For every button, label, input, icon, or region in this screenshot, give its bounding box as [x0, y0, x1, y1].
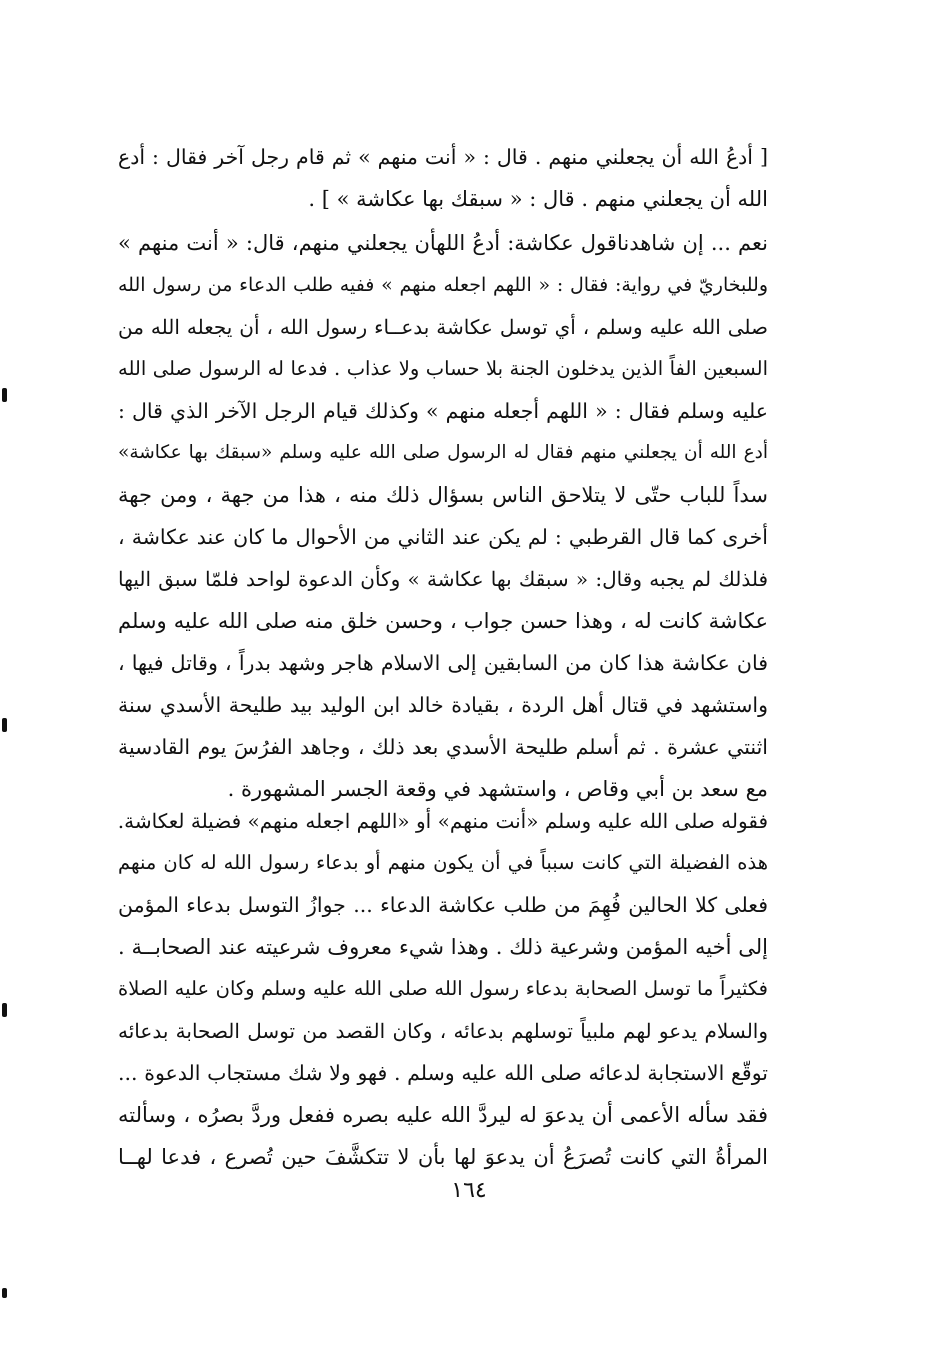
text-line: صلى الله عليه وسلم ، أي توسل عكاشة بدعــاء رسول الله ، أن يجعله الله من [118, 315, 768, 339]
text-line: المرأةُ التي كانت تُصرَعُ أن يدعوَ لها بأن لا تتكشَّفَ حين تُصرع ، فدعا لهــا [118, 1145, 768, 1169]
text-line: عليه وسلم فقال : « اللهم أجعله منهم » وكذلك قيام الرجل الآخر الذي قال : [118, 399, 768, 423]
text-line: اثنتي عشرة . ثم أسلم طليحة الأسدي بعد ذلك ، وجاهد الفرُسَ يوم القادسية [118, 735, 768, 759]
text-line: واستشهد في قتال أهل الردة ، بقيادة خالد ابن الوليد بيد طليحة الأسدي سنة [118, 693, 768, 717]
text-line: أدع الله أن يجعلني منهم فقال له الرسول صلى الله عليه وسلم «سبقك بها عكاشة» [118, 442, 768, 463]
scan-edge-mark [2, 718, 7, 732]
text-line: الله أن يجعلني منهم . قال : « سبقك بها عكاشة » ] . [308, 187, 768, 211]
text-line: فكثيراً ما توسل الصحابة بدعاء رسول الله صلى الله عليه وسلم وكان عليه الصلاة [118, 977, 768, 1000]
paragraph-1 [118, 136, 768, 220]
text-line: فعلى كلا الحالين فُهِمَ من طلب عكاشة الدعاء ... جوازُ التوسل بدعاء المؤمن [118, 893, 768, 917]
text-line: أخرى كما قال القرطبي : لم يكن عند الثاني من الأحوال ما كان عند عكاشة ، [118, 525, 768, 549]
text-line: نعم ... إن شاهدناقول عكاشة: أدعُ اللهأن يجعلني منهم، قال: « أنت منهم » [118, 231, 768, 255]
text-line: عكاشة كانت له ، وهذا حسن جواب ، وحسن خلق منه صلى الله عليه وسلم [118, 609, 768, 633]
text-line: فقد سأله الأعمى أن يدعوَ له ليردَّ الله عليه بصره ففعل وردَّ بصرُه ، وسألته [118, 1103, 768, 1127]
text-line: هذه الفضيلة التي كانت سبباً في أن يكون منهم أو بدعاء رسول الله له كان منهم [118, 851, 768, 874]
text-line: وللبخاريّ في رواية: فقال : « اللهم اجعله منهم » ففيه طلب الدعاء من رسول الله [118, 274, 768, 296]
scan-edge-mark [2, 388, 7, 402]
text-line: توقّع الاستجابة لدعائه صلى الله عليه وسلم . فهو ولا شك مستجاب الدعوة ... [118, 1061, 768, 1085]
text-line: مع سعد بن أبي وقاص ، واستشهد في وقعة الجسر المشهورة . [227, 777, 768, 801]
text-line: والسلام يدعو لهم ملبياً توسلهم بدعائه ، وكان القصد من توسل الصحابة بدعائه [118, 1019, 768, 1043]
scan-edge-mark [2, 1288, 7, 1298]
page-number: ١٦٤ [451, 1178, 487, 1203]
text-line: إلى أخيه المؤمن وشرعية ذلك . وهذا شيء معروف شرعيته عند الصحابــة . [118, 935, 768, 959]
text-line: [ أدعُ الله أن يجعلني منهم . قال : « أنت منهم » ثم قام رجل آخر فقال : أدع [118, 145, 768, 169]
text-line: فلذلك لم يجبه وقال: « سبقك بها عكاشة » وكأن الدعوة لواحد فلمّا سبق اليها [118, 567, 768, 591]
text-line: فان عكاشة هذا كان من السابقين إلى الاسلام هاجر وشهد بدراً ، وقاتل فيها ، [118, 651, 768, 675]
text-line: فقوله صلى الله عليه وسلم «أنت منهم» أو «اللهم اجعله منهم» فضيلة لعكاشة. [118, 809, 768, 833]
scan-edge-mark [2, 1003, 7, 1017]
text-line: السبعين الفاً الذين يدخلون الجنة بلا حساب ولا عذاب . فدعا له الرسول صلى الله [118, 357, 768, 380]
text-line: سداً للباب حتّى لا يتلاحق الناس بسؤال ذلك منه ، هذا من جهة ، ومن جهة [118, 483, 768, 507]
paragraph-2 [118, 222, 768, 810]
paragraph-3 [118, 800, 768, 1178]
